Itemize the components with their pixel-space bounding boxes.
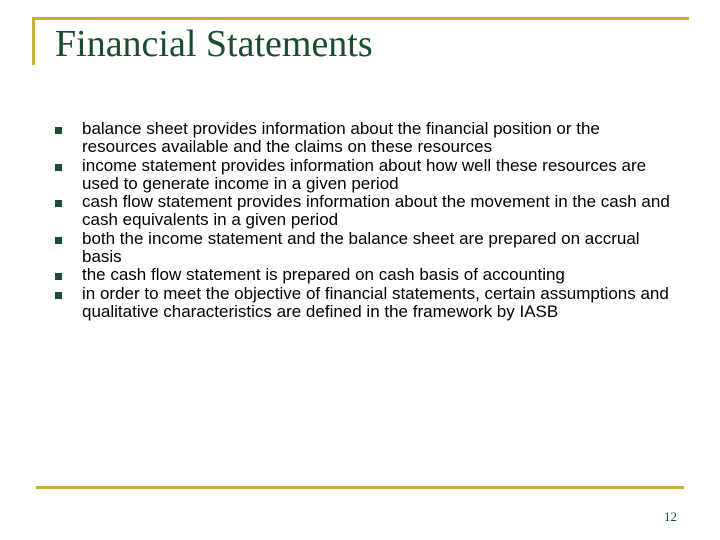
bullet-text: both the income statement and the balance sheet are prepared on accrual basis [82,228,640,267]
square-bullet-icon [55,237,62,244]
bullet-list [55,120,675,321]
bullet-text: balance sheet provides information about the financial position or the resources available and the claims on these resources [82,119,600,157]
bullet-item [55,266,675,284]
square-bullet-icon [55,127,62,134]
bullet-item [55,285,675,322]
square-bullet-icon [55,164,62,171]
page-number: 12 [664,509,677,524]
bullet-item [55,120,675,157]
left-divider [32,17,35,65]
square-bullet-icon [55,200,62,207]
bullet-text: income statement provides information about how well these resources are used to generate income in a given period [82,155,647,193]
slide-title: Financial Statements [55,23,373,65]
bullet-item [55,193,675,230]
bullet-item [55,157,675,194]
square-bullet-icon [55,292,62,299]
bullet-text: cash flow statement provides information about the movement in the cash and cash equivalents in a given period [82,192,670,230]
bullet-text: the cash flow statement is prepared on cash basis of accounting [82,265,565,285]
bottom-divider [36,486,684,489]
square-bullet-icon [55,273,62,280]
bullet-text: in order to meet the objective of financial statements, certain assumptions and qualitative characteristics are defined in the framework by IASB [82,283,669,321]
bullet-item [55,230,675,267]
